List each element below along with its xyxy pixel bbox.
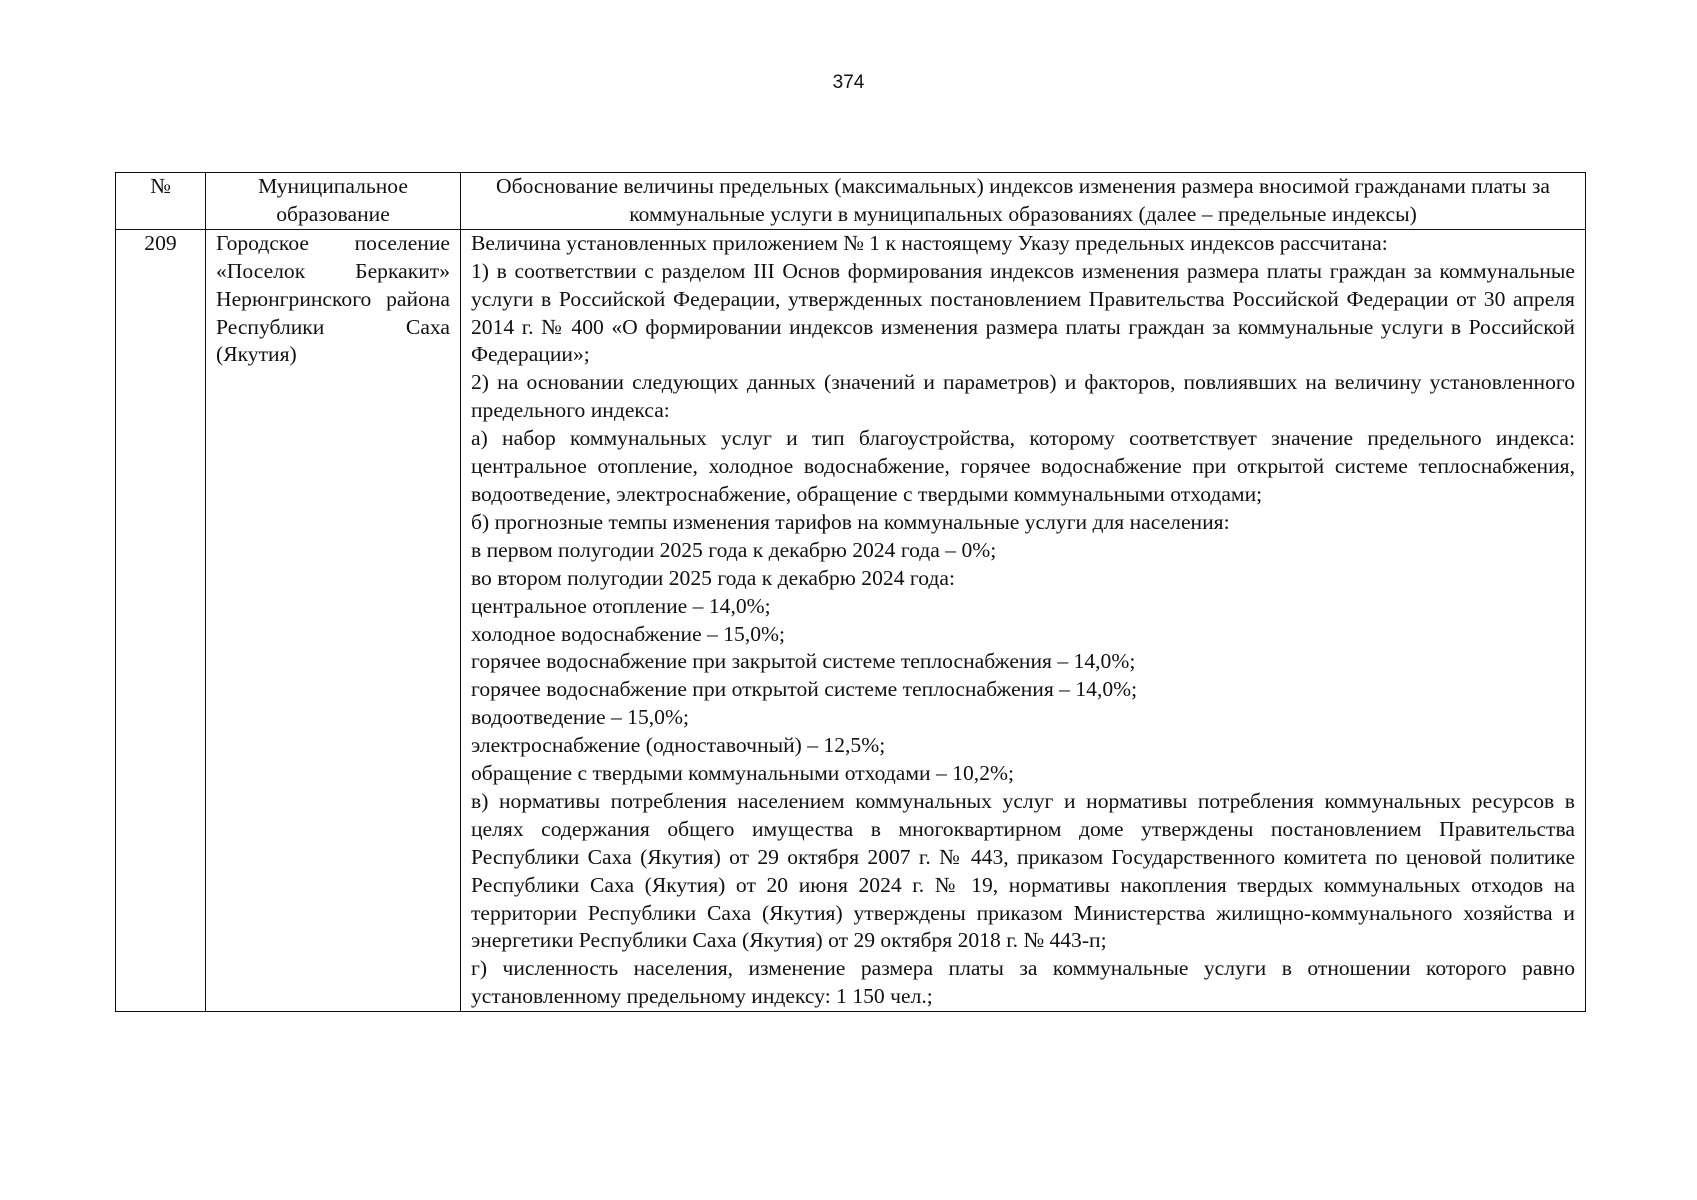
row-justification (461, 229, 1586, 1011)
paragraph: водоотведение – 15,0%; (471, 705, 689, 730)
justification-table (115, 172, 1586, 1012)
paragraph: а) набор коммунальных услуг и тип благоустройства, которому соответствует значение предельного индекса: центральное отопление, холодное водоснабжение, горячее водоснабжение при открытой системе теплоснабжения, водоотведение, электроснабжение, обращение с твердыми коммунальными отходами; (471, 426, 1575, 506)
paragraph: во втором полугодии 2025 года к декабрю 2024 года: (471, 565, 955, 590)
paragraph: холодное водоснабжение – 15,0%; (471, 621, 786, 646)
paragraph: обращение с твердыми коммунальными отходами – 10,2%; (471, 761, 1014, 786)
header-number: № (116, 173, 206, 230)
paragraph: 1) в соответствии с разделом III Основ формирования индексов изменения размера платы граждан за коммунальные услуги в Российской Федерации, утвержденных постановлением Правительства Российской Федерации от 30 апреля 2014 г. № 400 «О формировании индексов изменения размера платы граждан за коммунальные услуги в Российской Федерации»; (471, 258, 1575, 367)
paragraph: горячее водоснабжение при закрытой системе теплоснабжения – 14,0%; (471, 649, 1136, 674)
header-justification: Обоснование величины предельных (максимальных) индексов изменения размера вносимой гражданами платы за коммунальные услуги в муниципальных образованиях (далее – предельные индексы) (461, 173, 1586, 230)
paragraph: в) нормативы потребления населением коммунальных услуг и нормативы потребления коммунальных ресурсов в целях содержания общего имущества в многоквартирном доме утверждены постановлением Правительства Республики Саха (Якутия) от 29 октября 2007 г. № 443, приказом Государственного комитета по ценовой политике Республики Саха (Якутия) от 20 июня 2024 г. № 19, нормативы накопления твердых коммунальных отходов на территории Республики Саха (Якутия) утверждены приказом Министерства жилищно-коммунального хозяйства и энергетики Республики Саха (Якутия) от 29 октября 2018 г. № 443-п; (471, 788, 1575, 953)
paragraph: центральное отопление – 14,0%; (471, 593, 771, 618)
paragraph: в первом полугодии 2025 года к декабрю 2024 года – 0%; (471, 537, 997, 562)
header-municipality: Муниципальное образование (206, 173, 461, 230)
page-number: 374 (832, 72, 865, 93)
row-number: 209 (116, 229, 206, 1011)
paragraph: горячее водоснабжение при открытой системе теплоснабжения – 14,0%; (471, 677, 1138, 702)
paragraph: г) численность населения, изменение размера платы за коммунальные услуги в отношении которого равно установленному предельному индексу: 1 150 чел.; (471, 956, 1575, 1009)
row-municipality (206, 229, 461, 1011)
paragraph: 2) на основании следующих данных (значений и параметров) и факторов, повлиявших на величину установленного предельного индекса: (471, 370, 1575, 423)
table-header-row (116, 173, 1586, 230)
paragraph: Величина установленных приложением № 1 к настоящему Указу предельных индексов рассчитана: (471, 230, 1388, 255)
paragraph: электроснабжение (одноставочный) – 12,5%; (471, 733, 886, 758)
municipality-name: Городское поселение «Поселок Беркакит» Нерюнгринского района Республики Саха (Якутия) (216, 230, 450, 367)
paragraph: б) прогнозные темпы изменения тарифов на коммунальные услуги для населения: (471, 509, 1230, 534)
table-row (116, 229, 1586, 1011)
